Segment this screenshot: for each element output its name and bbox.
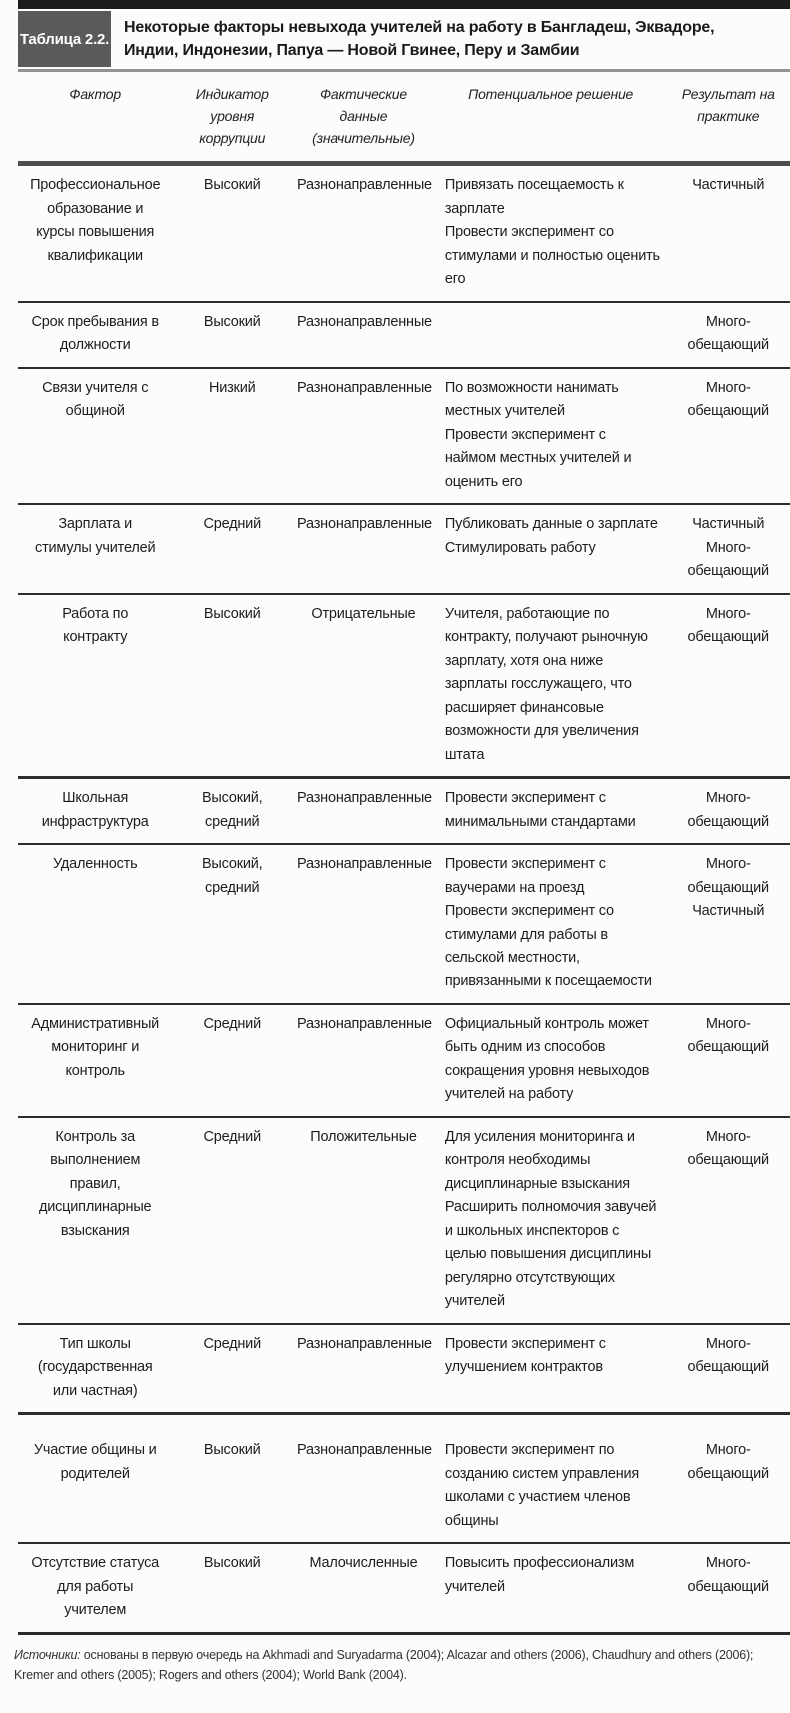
cell-factor: Отсутствие статуса для работы учителем <box>18 1543 172 1633</box>
cell-solution <box>435 844 667 1004</box>
column-header-result: Результат на практике <box>666 72 790 164</box>
cell-result <box>666 504 790 593</box>
cell-result <box>666 1117 790 1324</box>
cell-data: Разнонаправленные <box>292 368 435 504</box>
cell-indicator: Средний <box>172 504 292 593</box>
solution-item: Провести эксперимент с наймом местных учителей и оценить его <box>444 426 632 490</box>
result-item: Много-обещающий <box>687 605 769 646</box>
table-row <box>18 1117 790 1324</box>
table-row <box>18 594 790 778</box>
solution-item: Провести эксперимент со стимулами для работы в сельской местности, привязанными к посещаемости <box>444 903 652 990</box>
cell-result <box>666 1324 790 1414</box>
result-item: Много-обещающий <box>687 1442 769 1482</box>
cell-factor: Школьная инфраструктура <box>18 778 172 844</box>
result-item: Частичный <box>692 903 765 920</box>
cell-data: Разнонаправленные <box>292 844 435 1004</box>
cell-solution <box>435 1117 667 1324</box>
cell-data: Разнонаправленные <box>292 778 435 844</box>
cell-indicator: Высокий <box>172 302 292 368</box>
table-row <box>18 1004 790 1117</box>
cell-result <box>666 368 790 504</box>
cell-result <box>666 164 790 302</box>
cell-factor: Срок пребывания в должности <box>18 302 172 368</box>
cell-solution <box>435 302 667 368</box>
table-row <box>18 504 790 593</box>
cell-data: Отрицательные <box>292 594 435 778</box>
cell-factor: Работа по контракту <box>18 594 172 778</box>
result-item: Много-обещающий <box>687 790 769 830</box>
cell-result <box>666 594 790 778</box>
cell-data: Положительные <box>292 1117 435 1324</box>
table-row <box>18 1414 790 1543</box>
solution-item: Провести эксперимент по созданию систем управления школами с участием членов общины <box>444 1442 640 1529</box>
cell-factor: Контроль за выполнением правил, дисциплинарные взыскания <box>18 1117 172 1324</box>
cell-indicator: Высокий <box>172 1414 292 1543</box>
cell-indicator: Высокий <box>172 594 292 778</box>
column-header-indicator: Индикатор уровня коррупции <box>172 72 292 164</box>
cell-data: Разнонаправленные <box>292 164 435 302</box>
cell-indicator: Высокий, средний <box>172 778 292 844</box>
cell-solution <box>435 1543 667 1633</box>
result-item: Много-обещающий <box>687 856 769 896</box>
cell-result <box>666 844 790 1004</box>
cell-data: Разнонаправленные <box>292 504 435 593</box>
cell-solution <box>435 594 667 778</box>
cell-result <box>666 1414 790 1543</box>
cell-solution <box>435 1004 667 1117</box>
cell-solution <box>435 504 667 593</box>
table-title-block <box>18 11 790 67</box>
cell-data: Разнонаправленные <box>292 302 435 368</box>
cell-factor: Удаленность <box>18 844 172 1004</box>
cell-result <box>666 1543 790 1633</box>
solution-item: Повысить профессионализм учителей <box>444 1555 635 1595</box>
cell-indicator: Высокий <box>172 164 292 302</box>
cell-data: Разнонаправленные <box>292 1004 435 1117</box>
result-item: Много-обещающий <box>687 1555 769 1595</box>
table-title: Некоторые факторы невыхода учителей на работу в Бангладеш, Эквадоре, Индии, Индонезии, Папуа — Новой Гвинее, Перу и Замбии <box>124 19 715 60</box>
column-header-factor: Фактор <box>18 72 172 164</box>
cell-solution <box>435 778 667 844</box>
result-item: Много-обещающий <box>687 539 769 580</box>
cell-factor: Тип школы (государственная или частная) <box>18 1324 172 1414</box>
cell-solution <box>435 1324 667 1414</box>
solution-item: Учителя, работающие по контракту, получают рыночную зарплату, хотя она ниже зарплаты госслужащего, что расширяет финансовые возможности для увеличения штата <box>444 605 648 763</box>
solution-item: Привязать посещаемость к зарплате <box>444 177 624 217</box>
cell-factor: Участие общины и родителей <box>18 1414 172 1543</box>
result-item: Много-обещающий <box>687 379 769 420</box>
cell-data: Малочисленные <box>292 1543 435 1633</box>
cell-result <box>666 1004 790 1117</box>
cell-data: Разнонаправленные <box>292 1414 435 1543</box>
cell-indicator: Низкий <box>172 368 292 504</box>
cell-solution <box>435 1414 667 1543</box>
table-header <box>18 72 790 164</box>
cell-factor: Административный мониторинг и контроль <box>18 1004 172 1117</box>
solution-item: Провести эксперимент с минимальными стандартами <box>444 790 636 830</box>
result-item: Частичный <box>692 177 765 194</box>
cell-solution <box>435 164 667 302</box>
result-item: Много-обещающий <box>687 1128 769 1169</box>
sources-text: основаны в первую очередь на Akhmadi and Suryadarma (2004); Alcazar and others (2006), Chaudhury and others (2006); Kremer and others (2005); Rogers and others (2004); World Bank (2004). <box>14 1647 754 1682</box>
cell-result <box>666 778 790 844</box>
solution-item: По возможности нанимать местных учителей <box>444 379 619 420</box>
sources-note <box>14 1645 778 1685</box>
table-row <box>18 302 790 368</box>
header-row <box>18 72 790 164</box>
solution-item: Расширить полномочия завучей и школьных инспекторов с целью повышения дисциплины регулярно отсутствующих учителей <box>444 1199 657 1310</box>
solution-item: Для усиления мониторинга и контроля необходимы дисциплинарные взыскания <box>444 1128 635 1192</box>
cell-indicator: Высокий <box>172 1543 292 1633</box>
solution-item: Публиковать данные о зарплате <box>444 516 658 533</box>
table-row <box>18 368 790 504</box>
column-header-data: Фактические данные (значительные) <box>292 72 435 164</box>
cell-indicator: Высокий, средний <box>172 844 292 1004</box>
factors-table <box>18 72 790 1634</box>
solution-item: Официальный контроль может быть одним из способов сокращения уровня невыходов учителей на работу <box>444 1015 650 1103</box>
table-body <box>18 164 790 1633</box>
solution-item: Провести эксперимент со стимулами и полностью оценить его <box>444 224 660 288</box>
table-row <box>18 164 790 302</box>
cell-indicator: Средний <box>172 1324 292 1414</box>
solution-item: Провести эксперимент с ваучерами на проезд <box>444 856 606 896</box>
cell-result <box>666 302 790 368</box>
table-number-badge: Таблица 2.2. <box>18 11 111 67</box>
result-item: Много-обещающий <box>687 1015 769 1056</box>
table-row <box>18 778 790 844</box>
result-item: Много-обещающий <box>687 313 769 354</box>
cell-solution <box>435 368 667 504</box>
cell-factor: Зарплата и стимулы учителей <box>18 504 172 593</box>
cell-factor: Связи учителя с общиной <box>18 368 172 504</box>
cell-indicator: Средний <box>172 1004 292 1117</box>
table-row <box>18 1324 790 1414</box>
cell-indicator: Средний <box>172 1117 292 1324</box>
table-row <box>18 1543 790 1633</box>
solution-item: Стимулировать работу <box>444 539 596 556</box>
result-item: Много-обещающий <box>687 1335 769 1376</box>
top-rule <box>18 0 790 9</box>
sources-label: Источники: <box>14 1647 81 1662</box>
cell-factor: Профессиональное образование и курсы повышения квалификации <box>18 164 172 302</box>
cell-data: Разнонаправленные <box>292 1324 435 1414</box>
table-row <box>18 844 790 1004</box>
column-header-solution: Потенциальное решение <box>435 72 667 164</box>
solution-item: Провести эксперимент с улучшением контрактов <box>444 1335 606 1376</box>
result-item: Частичный <box>692 516 765 533</box>
